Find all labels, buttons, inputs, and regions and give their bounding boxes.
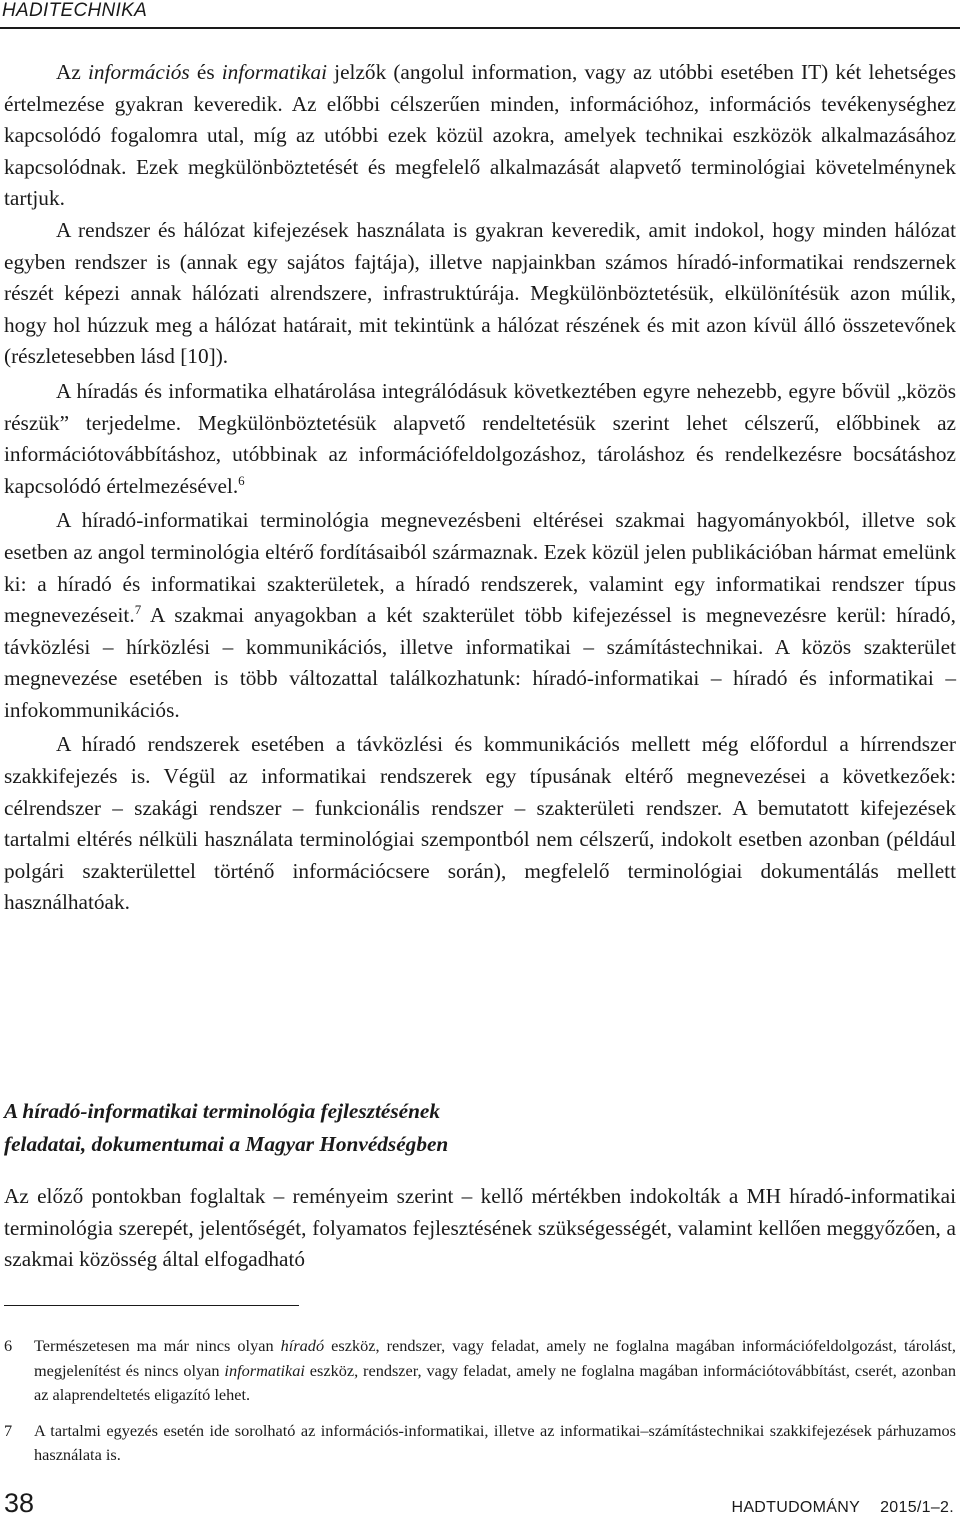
text-run: eszköz, rendszer, vagy feladat, amely ne foglalna magában információfeldolgozást, tárolást, megjelenítést és nincs olyan [34, 1336, 956, 1380]
body-text [4, 57, 956, 919]
journal-issue: 2015/1–2. [880, 1499, 954, 1516]
footnote-number: 7 [4, 1420, 13, 1440]
section-paragraph: Az előző pontokban foglaltak – reményeim szerint – kellő mértékben indokolták a MH híradó-informatikai terminológia szerepét, jelentőségét, folyamatos fejlesztésének szükségességét, valamint kellően meggyőzően, a szakmai közösség által elfogadható [4, 1184, 956, 1272]
footnote-rule [4, 1305, 299, 1306]
section-heading-line: A híradó-informatikai terminológia fejlesztésének [4, 1099, 441, 1123]
footnote-ref-6[interactable]: 6 [238, 472, 245, 488]
paragraph-1 [4, 57, 956, 215]
section-heading [4, 1095, 956, 1161]
italic-term: információs [87, 60, 190, 84]
text-run: Az [56, 60, 88, 84]
section-body [4, 1181, 956, 1276]
italic-term: informatikai [221, 60, 328, 84]
text-run: A szakmai anyagokban a két szakterület több kifejezéssel is megnevezésre kerül: híradó, távközlési – hírközlési – kommunikációs, illetve informatikai – számítástechnikai. A közös szakterület megnevezése esetében is több változattal találkozhatunk: híradó-informatikai – híradó és informatikai – infokommunikációs. [4, 603, 956, 722]
section-heading-line: feladatai, dokumentumai a Magyar Honvédségben [4, 1132, 449, 1156]
text-run: és [189, 60, 222, 84]
paragraph-3 [4, 376, 956, 502]
italic-term: híradó [280, 1336, 325, 1355]
header-rule [0, 27, 960, 29]
footnote-number: 6 [4, 1336, 13, 1355]
footnote-6 [4, 1334, 956, 1408]
journal-footer [731, 1499, 954, 1517]
footnotes [4, 1334, 956, 1479]
footnote-text [34, 1334, 956, 1408]
footnote-7 [4, 1419, 956, 1468]
text-run: A híradás és informatika elhatárolása integrálódásuk következtében egyre nehezebb, egyre bővül „közös részük” terjedelme. Megkülönböztetésük alapvető rendeltetésük szerint lehet célszerű, előbbinek az információtovábbításhoz, utóbbinak az információfeldolgozáshoz, tároláshoz és rendelkezésre bocsátáshoz kapcsolódó értelmezésével. [4, 378, 956, 498]
paragraph-2: A rendszer és hálózat kifejezések használata is gyakran keveredik, amit indokol, hogy minden hálózat egyben rendszer is (annak egy sajátos fajtája), illetve napjainkban számos híradó-informatikai rendszernek részét képezi annak hálózati alrendszere, infrastruktúrája. Megkülönböztetésük, elkülönítésük azon múlik, hogy hol húzzuk meg a hálózat határait, mit tekintünk a hálózat részének és mit azon kívül álló összetevőnek (részletesebben lásd [10]). [4, 217, 956, 369]
italic-term: informatikai [224, 1360, 305, 1380]
footnote-text: A tartalmi egyezés esetén ide sorolható az információs-informatikai, illetve az informatikai–számítástechnikai szakkifejezések párhuzamos használata is. [34, 1420, 956, 1464]
text-run: eszköz, rendszer, vagy feladat, amely ne foglalna magában információtovábbítást, cserét, azonban az alaprendeltetés eligazító lehet. [34, 1360, 956, 1404]
text-run: jelzők (angolul information, vagy az utóbbi esetében IT) két lehetséges értelmezése gyakran keveredik. Az előbbi célszerűen minden, információhoz, információs tevékenységhez kapcsolódó fogalomra utal, míg az utóbbi ezek közül azokra, amelyek technikai eszközök alkalmazásához kapcsolódnak. Ezek megkülönböztetését és megfelelő alkalmazását alapvető terminológiai követelménynek tartjuk. [4, 60, 956, 211]
footnote-ref-7[interactable]: 7 [134, 602, 142, 618]
paragraph-4 [4, 505, 956, 726]
journal-name: HADTUDOMÁNY [731, 1499, 861, 1516]
text-run: Természetesen ma már nincs olyan [34, 1336, 281, 1355]
running-header: HADITECHNIKA [2, 0, 148, 21]
text-run: A híradó-informatikai terminológia megnevezésbeni eltérései szakmai hagyományokból, illetve sok esetben az angol terminológia eltérő fordításaiból származnak. Ezek közül jelen publikációban hármat emelünk ki: a híradó és informatikai szakterületek, a híradó rendszerek, valamint egy informatikai rendszer típus megnevezéseit. [4, 508, 956, 628]
page-number: 38 [4, 1488, 35, 1518]
paragraph-5: A híradó rendszerek esetében a távközlési és kommunikációs mellett még előfordul a hírrendszer szakkifejezés is. Végül az informatikai rendszerek egy típusának eltérő megnevezései a következőek: célrendszer – szakági rendszer – funkcionális rendszer – szakterületi rendszer. A bemutatott kifejezések tartalmi eltérés nélküli használata terminológiai szempontból nem célszerű, indokolt esetben azonban (például polgári szakterülettel történő információcsere során), megfelelő terminológiai dokumentálás mellett használhatóak. [4, 732, 956, 915]
